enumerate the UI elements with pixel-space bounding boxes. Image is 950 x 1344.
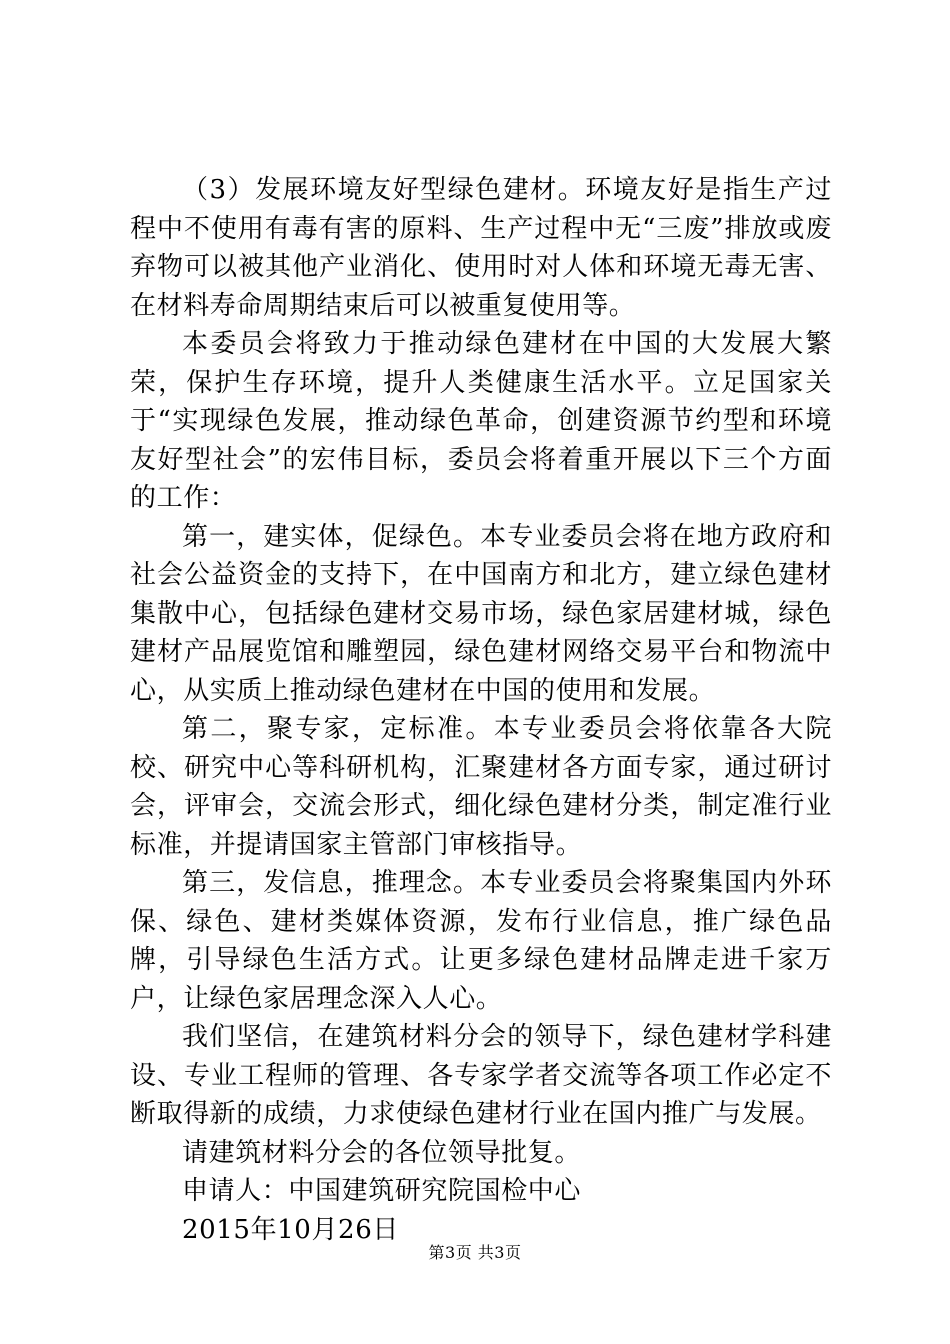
- paragraph-request: 请建筑材料分会的各位领导批复。: [182, 1137, 582, 1168]
- paragraph-third-task: 第三，发信息，推理念。本专业委员会将聚集国内外环保、绿色、建材类媒体资源，发布行业信息，推广绿色品牌，引导绿色生活方式。让更多绿色建材品牌走进千家万户，让绿色家居理念深入人心。: [130, 868, 832, 1014]
- paragraph-conclusion: 我们坚信，在建筑材料分会的领导下，绿色建材学科建设、专业工程师的管理、各专家学者交流等各项工作必定不断取得新的成绩，力求使绿色建材行业在国内推广与发展。: [130, 1022, 832, 1129]
- applicant-line: 申请人：中国建筑研究院国检中心: [182, 1176, 582, 1206]
- paragraph-first-task: 第一，建实体，促绿色。本专业委员会将在地方政府和社会公益资金的支持下，在中国南方和北方，建立绿色建材集散中心，包括绿色建材交易市场，绿色家居建材城，绿色建材产品展览馆和雕塑园，绿色建材网络交易平台和物流中心，从实质上推动绿色建材在中国的使用和发展。: [130, 521, 832, 706]
- paragraph-environment-friendly: （3）发展环境友好型绿色建材。环境友好是指生产过程中不使用有毒有害的原料、生产过程中无“三废”排放或废弃物可以被其他产业消化、使用时对人体和环境无毒无害、在材料寿命周期结束后可以被重复使用等。: [130, 175, 832, 321]
- page-number-footer: 第3页 共3页: [428, 1243, 522, 1262]
- date-line: 2015年10月26日: [182, 1214, 399, 1245]
- document-body: [130, 171, 832, 1249]
- paragraph-committee-goals: 本委员会将致力于推动绿色建材在中国的大发展大繁荣，保护生存环境，提升人类健康生活水平。立足国家关于“实现绿色发展，推动绿色革命，创建资源节约型和环境友好型社会”的宏伟目标，委员会将着重开展以下三个方面的工作：: [130, 329, 832, 513]
- paragraph-second-task: 第二，聚专家，定标准。本专业委员会将依靠各大院校、研究中心等科研机构，汇聚建材各方面专家，通过研讨会，评审会，交流会形式，细化绿色建材分类，制定准行业标准，并提请国家主管部门审核指导。: [130, 714, 832, 860]
